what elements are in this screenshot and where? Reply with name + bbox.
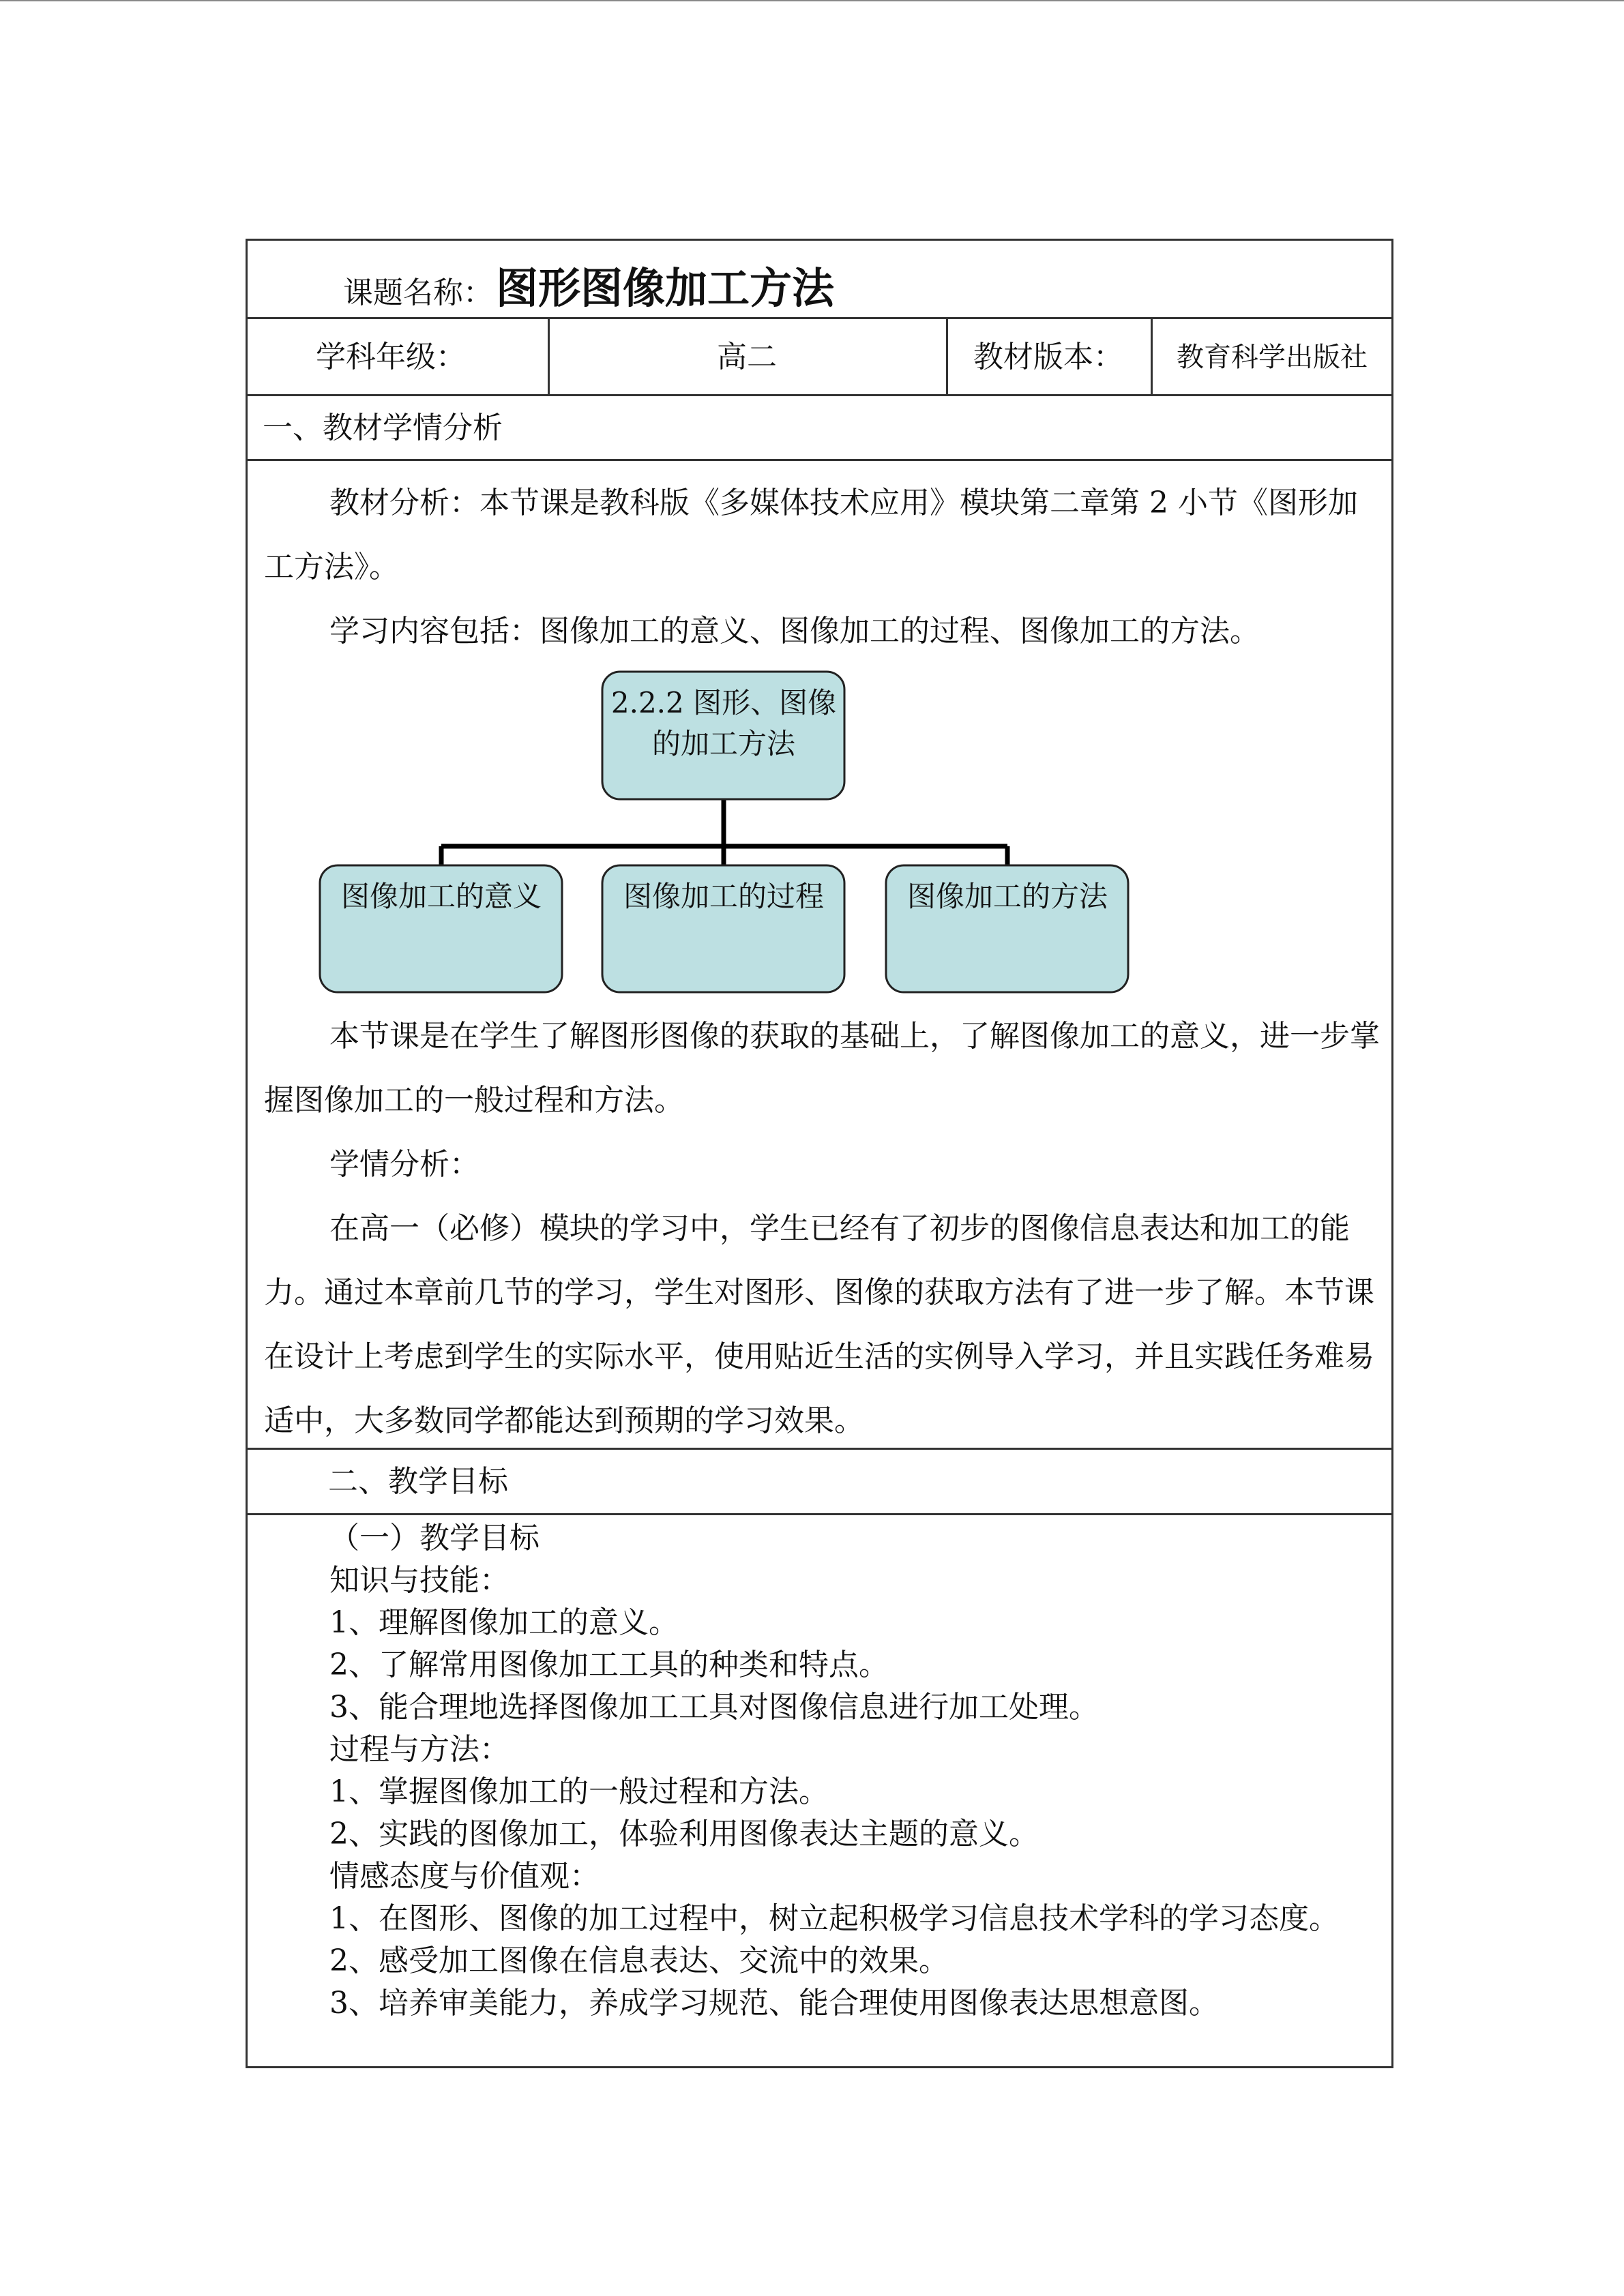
content-paragraph: 学习内容包括：图像加工的意义、图像加工的过程、图像加工的方法。 bbox=[329, 614, 1260, 648]
summary-paragraph: 本节课是在学生了解图形图像的获取的基础上，了解图像加工的意义，进一步掌握图像加工的一般过程和方法。 bbox=[264, 1019, 1380, 1118]
child-node-method-label: 图像加工的方法 bbox=[906, 880, 1108, 913]
teaching-goals bbox=[264, 1517, 1383, 2025]
learner-analysis-heading: 学情分析： bbox=[329, 1147, 479, 1182]
connector-lines bbox=[441, 799, 1007, 865]
section2-heading: 二、教学目标 bbox=[328, 1464, 508, 1499]
knowledge-item: 3、能合理地选择图像加工工具对图像信息进行加工处理。 bbox=[329, 1690, 1099, 1725]
emotion-item: 3、培养审美能力，养成学习规范、能合理使用图像表达思想意图。 bbox=[329, 1986, 1219, 2021]
emotion-item: 1、在图形、图像的加工过程中，树立起积极学习信息技术学科的学习态度。 bbox=[329, 1901, 1339, 1936]
textbook-label: 教材版本： bbox=[973, 340, 1123, 374]
page-top-border bbox=[0, 0, 1624, 1]
goals-subheading: （一）教学目标 bbox=[329, 1521, 540, 1555]
emotion-heading: 情感态度与价值观： bbox=[329, 1859, 600, 1894]
knowledge-item: 1、理解图像加工的意义。 bbox=[329, 1605, 679, 1640]
textbook-value: 教育科学出版社 bbox=[1177, 342, 1368, 373]
lesson-plan-table bbox=[246, 239, 1393, 2068]
knowledge-item: 2、了解常用图像加工工具的种类和特点。 bbox=[329, 1648, 889, 1682]
process-heading: 过程与方法： bbox=[329, 1732, 510, 1767]
grade-label: 学科年级： bbox=[316, 340, 466, 374]
title-label: 课题名称： bbox=[343, 275, 493, 310]
child-node-meaning-label: 图像加工的意义 bbox=[340, 880, 542, 913]
root-node-line1: 2.2.2 图形、图像 bbox=[610, 686, 837, 719]
lesson-title: 图形图像加工方法 bbox=[496, 263, 835, 313]
process-item: 1、掌握图像加工的一般过程和方法。 bbox=[329, 1774, 829, 1809]
textbook-analysis-paragraph: 教材分析：本节课是教科版《多媒体技术应用》模块第二章第 2 小节《图形加工方法》。 bbox=[264, 486, 1358, 584]
process-item: 2、实践的图像加工，体验利用图像表达主题的意义。 bbox=[329, 1817, 1039, 1851]
grade-value: 高二 bbox=[717, 340, 777, 374]
child-node-process-label: 图像加工的过程 bbox=[623, 880, 825, 913]
learner-analysis-paragraph: 在高一（必修）模块的学习中，学生已经有了初步的图像信息表达和加工的能力。通过本章前几节的学习，学生对图形、图像的获取方法有了进一步了解。本节课在设计上考虑到学生的实际水平，使用贴近生活的实例导入学习，并且实践任务难易适中，大多数同学都能达到预期的学习效果。 bbox=[264, 1211, 1374, 1438]
emotion-item: 2、感受加工图像在信息表达、交流中的效果。 bbox=[329, 1943, 949, 1978]
knowledge-heading: 知识与技能： bbox=[329, 1563, 510, 1598]
root-node-line2: 的加工方法 bbox=[651, 727, 796, 760]
section1-heading: 一、教材学情分析 bbox=[263, 411, 503, 445]
